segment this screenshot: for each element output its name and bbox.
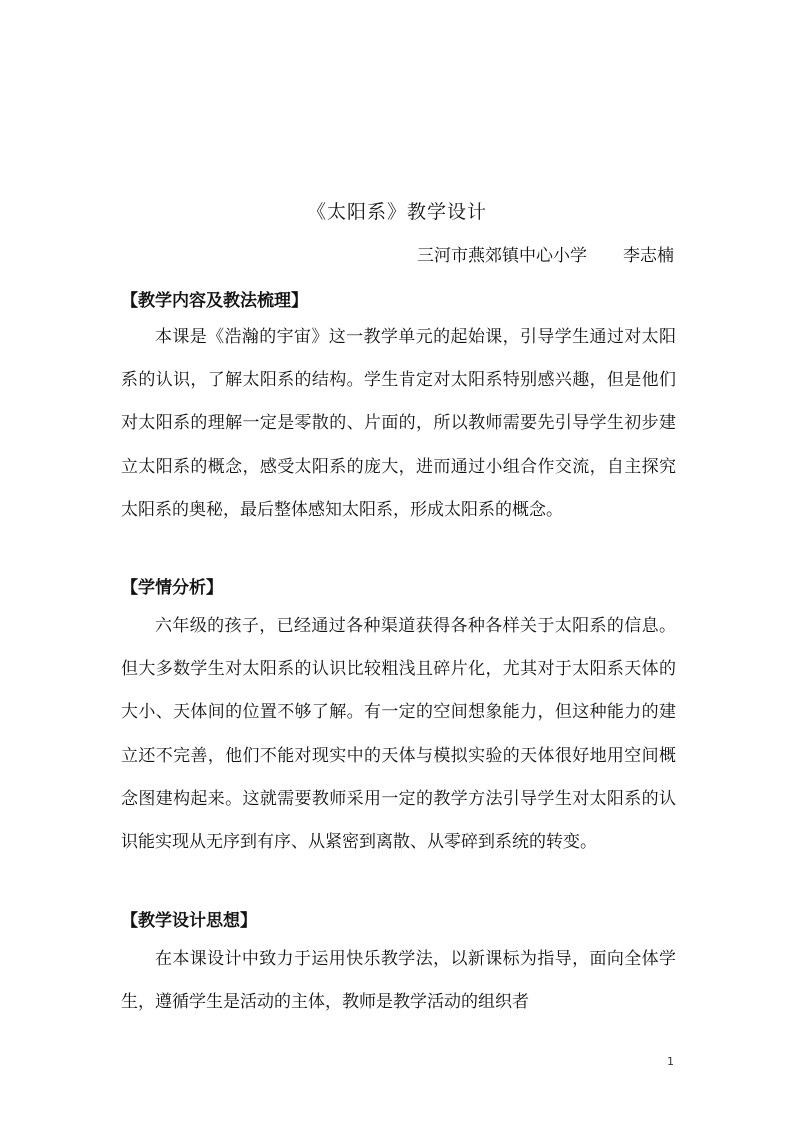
author-line bbox=[417, 241, 674, 266]
document-title: 《太阳系》教学设计 bbox=[306, 201, 487, 223]
section-paragraph-design: 在本课设计中致力于运用快乐教学法，以新课标为指导，面向全体学生，遵循学生是活动的主体，教师是教学活动的组织者 bbox=[121, 949, 676, 1013]
section-heading-design: 【教学设计思想】 bbox=[121, 911, 257, 931]
page-number: 1 bbox=[667, 1055, 674, 1068]
author-school: 三河市燕郊镇中心小学 bbox=[417, 246, 587, 266]
section-paragraph-analysis: 六年级的孩子，已经通过各种渠道获得各种各样关于太阳系的信息。但大多数学生对太阳系的认识比较粗浅且碎片化，尤其对于太阳系天体的大小、天体间的位置不够了解。有一定的空间想象能力，但这种能力的建立还不完善，他们不能对现实中的天体与模拟实验的天体很好地用空间概念图建构起来。这就需要教师采用一定的教学方法引导学生对太阳系的认识能实现从无序到有序、从紧密到离散、从零碎到系统的转变。 bbox=[121, 616, 676, 853]
section-heading-analysis: 【学情分析】 bbox=[121, 578, 223, 598]
section-paragraph-content: 本课是《浩瀚的宇宙》这一教学单元的起始课，引导学生通过对太阳系的认识，了解太阳系的结构。学生肯定对太阳系特别感兴趣，但是他们对太阳系的理解一定是零散的、片面的，所以教师需要先引导学生初步建立太阳系的概念，感受太阳系的庞大，进而通过小组合作交流，自主探究太阳系的奥秘，最后整体感知太阳系，形成太阳系的概念。 bbox=[121, 327, 676, 520]
section-heading-content: 【教学内容及教法梳理】 bbox=[121, 291, 308, 311]
author-name: 李志楠 bbox=[623, 246, 674, 266]
